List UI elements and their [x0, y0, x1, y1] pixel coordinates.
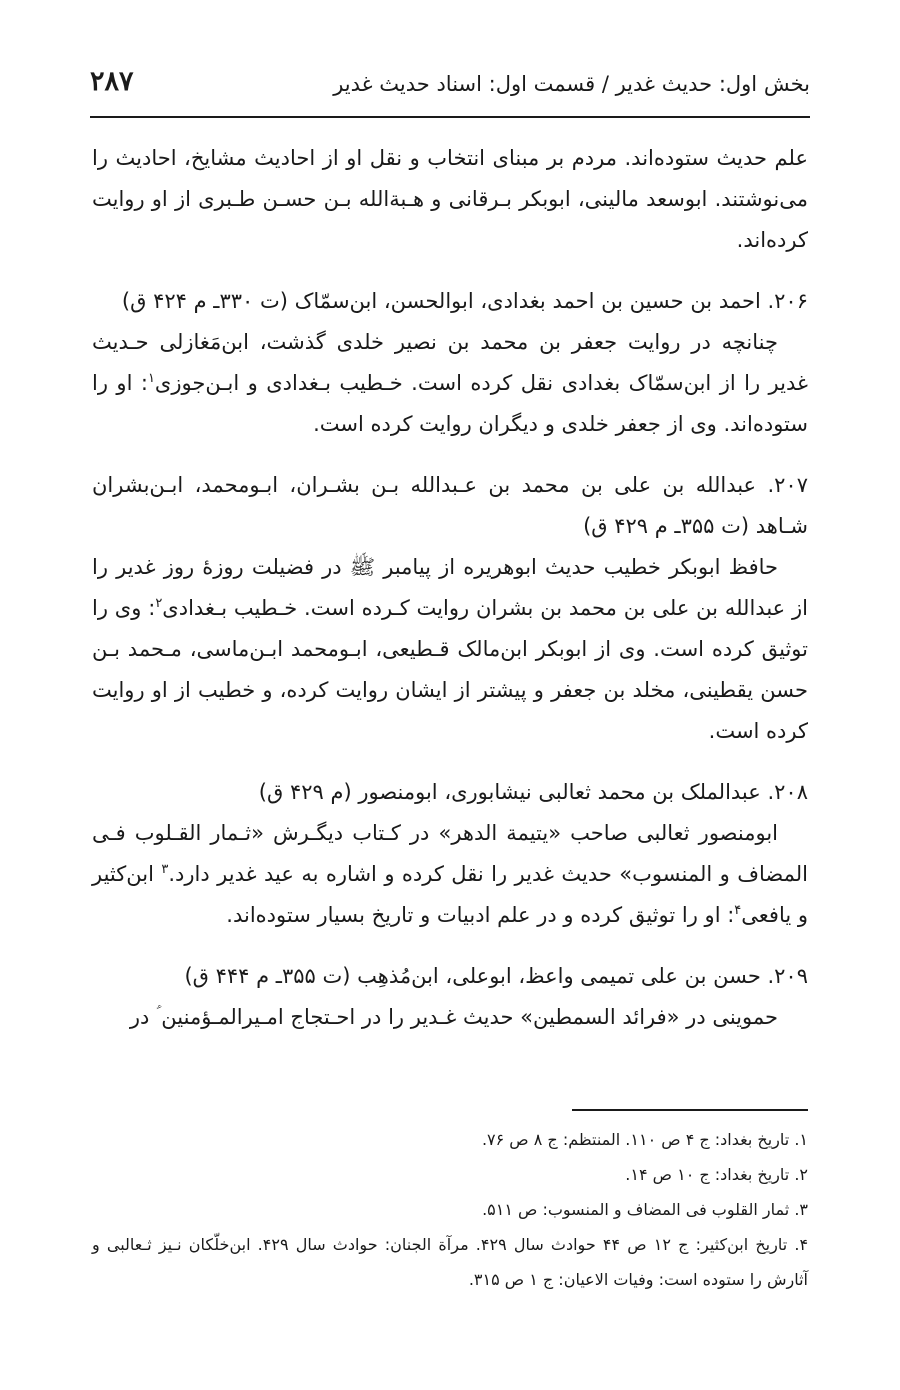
page-number: ۲۸۷ — [90, 66, 134, 97]
entry-207-text-b: : وی را توثیق کرده است. وی از ابوبکر ابن‌مالک قـطیعی، ابـومحمد ابـن‌ماسی، مـحمد بـن حسن یقطینی، مخلد بن جعفر و پیشتر از ایشان روایت کرده، و خطیب از او روایت کرده است. — [92, 596, 808, 743]
entry-206-text-a: چنانچه در روایت جعفر بن محمد بن نصیر خلدی گذشت، ابن‌مَغازلی حـدیث غدیر را از ابن‌سمّاک بغدادی نقل کرده است. خـطیب بـغدادی و ابـن‌جوزی — [92, 330, 808, 395]
entry-206-paragraph — [92, 322, 808, 445]
footnote-ref-2[interactable]: ۲ — [155, 596, 163, 611]
footnote-1: ۱. تاریخ بغداد: ج ۴ ص ۱۱۰. المنتظم: ج ۸ ص ۷۶. — [481, 1130, 808, 1149]
footnote-2: ۲. تاریخ بغداد: ج ۱۰ ص ۱۴. — [625, 1165, 808, 1184]
entry-208-heading: ۲۰۸. عبدالملک بن محمد ثعالبی نیشابوری، ابومنصور (م ۴۲۹ ق) — [258, 780, 808, 804]
page-header — [90, 66, 810, 116]
entry-207-text-a: حافظ ابوبکر خطیب حدیث ابوهریره از پیامبر ﷺ در فضیلت روزهٔ روز غدیر را از عبدالله بن علی بن محمد بن بشران روایت کـرده است. خـطیب بـغدادی — [92, 555, 808, 620]
entry-208-text-b: ابن‌کثیر و یافعی — [92, 862, 808, 927]
intro-paragraph: علم حدیث ستوده‌اند. مردم بر مبنای انتخاب و نقل او از احادیث مشایخ، احادیث را می‌نوشتند. ابوسعد مالینی، ابوبکر بـرقانی و هـبةالله بـن حسـن طـبری از او روایت کرده‌اند. — [92, 146, 808, 252]
main-text — [92, 138, 808, 1038]
footnote-4: ۴. تاریخ ابن‌کثیر: ج ۱۲ ص ۴۴ حوادث سال ۴۲۹. مرآة الجنان: حوادث سال ۴۲۹. ابن‌خلّکان نـیز ثـعالبی و آثارش را ستوده است: وفیات الاعیان: ج ۱ ص ۳۱۵. — [92, 1235, 809, 1289]
footnote-separator — [572, 1109, 808, 1111]
entry-209-paragraph: حموینی در «فرائد السمطین» حدیث غـدیر را در احـتجاج امـیرالمـؤمنین ؑ در — [129, 1005, 778, 1029]
running-title: بخش اول: حدیث غدیر / قسمت اول: اسناد حدیث غدیر — [333, 72, 810, 96]
entry-208-paragraph — [92, 813, 808, 936]
entry-207-heading: ۲۰۷. عبدالله بن علی بن محمد بن عـبدالله بـن بشـران، ابـومحمد، ابـن‌بشران شـاهد (ت ۳۵۵ـ م ۴۲۹ ق) — [92, 473, 808, 538]
entry-208-text-c: : او را توثیق کرده و در علم ادبیات و تاریخ بسیار ستوده‌اند. — [226, 903, 735, 927]
entry-209-heading: ۲۰۹. حسن بن علی تمیمی واعظ، ابوعلی، ابن‌مُذهِب (ت ۳۵۵ـ م ۴۴۴ ق) — [184, 964, 808, 988]
footnote-ref-4[interactable]: ۴ — [734, 903, 742, 918]
footnote-3: ۳. ثمار القلوب فی المضاف و المنسوب: ص ۵۱۱. — [482, 1200, 808, 1219]
entry-208-text-a: ابومنصور ثعالبی صاحب «یتیمة الدهر» در کـتاب دیگـرش «ثـمار القـلوب فـی المضاف و المنسوب» حدیث غدیر را نقل کرده و اشاره به عید غدیر دارد. — [92, 821, 808, 886]
entry-206-text-b: : او را ستوده‌اند. وی از جعفر خلدی و دیگران روایت کرده است. — [92, 371, 808, 436]
footnote-ref-1[interactable]: ۱ — [147, 371, 155, 386]
entry-206-heading: ۲۰۶. احمد بن حسین بن احمد بغدادی، ابوالحسن، ابن‌سمّاک (ت ۳۳۰ـ م ۴۲۴ ق) — [121, 289, 808, 313]
entry-207-paragraph — [92, 547, 808, 752]
footnotes — [92, 1122, 808, 1297]
header-rule — [90, 116, 810, 118]
footnote-ref-3[interactable]: ۳ — [161, 862, 169, 877]
